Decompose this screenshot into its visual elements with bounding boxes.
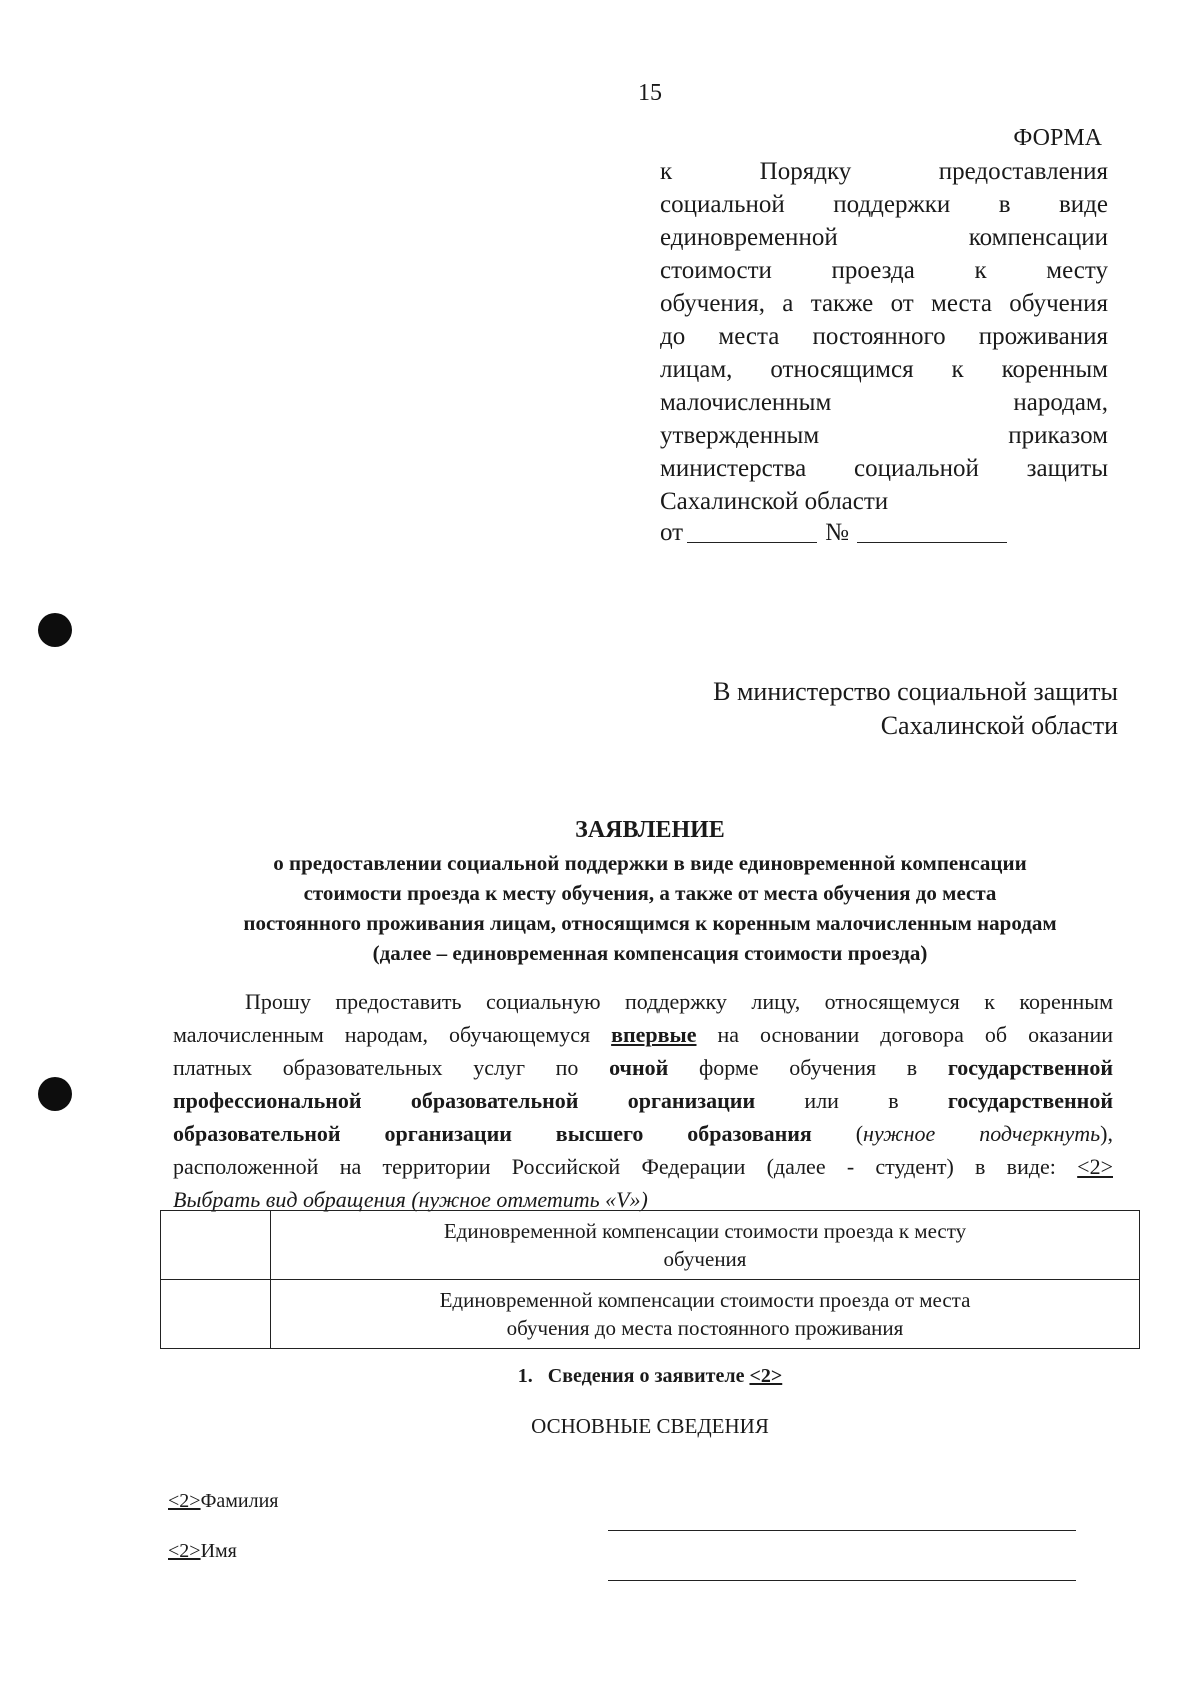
emphasis-first-time: впервые [611, 1022, 697, 1047]
subtitle-line: стоимости проезда к месту обучения, а также от места обучения до места [303, 881, 997, 905]
paragraph-line: образовательной организации высшего образования (нужное подчеркнуть), [173, 1121, 1113, 1146]
header-line: стоимости проезда к месту [660, 257, 1108, 284]
approval-date-line [660, 518, 1007, 547]
footnote-ref: <2> [1077, 1154, 1113, 1179]
header-line: Сахалинской области [660, 488, 889, 515]
option-label: Единовременной компенсации стоимости проезда к месту обучения [271, 1211, 1140, 1280]
header-line: социальной поддержки в виде [660, 191, 1108, 218]
option-label: Единовременной компенсации стоимости проезда от места обучения до места постоянного проживания [271, 1280, 1140, 1349]
section-heading: 1. Сведения о заявителе <2> [517, 1365, 783, 1387]
document-title: ЗАЯВЛЕНИЕ [575, 817, 725, 843]
option-checkbox-to-study[interactable] [161, 1211, 271, 1280]
paragraph-instruction: Выбрать вид обращения (нужное отметить «V») [173, 1187, 648, 1212]
header-line: утвержденным приказом [660, 422, 1108, 449]
name-field[interactable] [608, 1580, 1076, 1581]
subtitle-line: постоянного проживания лицам, относящимся к коренным малочисленным народам [243, 911, 1057, 935]
header-line: единовременной компенсации [660, 224, 1108, 251]
form-reference-block [660, 155, 1108, 518]
header-line: малочисленным народам, [660, 389, 1108, 416]
surname-field[interactable] [608, 1530, 1076, 1531]
paragraph-line: малочисленным народам, обучающемуся впервые на основании договора об оказании [173, 1022, 1113, 1047]
compensation-type-table [160, 1210, 1140, 1349]
section-subheading: ОСНОВНЫЕ СВЕДЕНИЯ [531, 1414, 769, 1438]
order-number-blank[interactable] [857, 518, 1007, 543]
paragraph-line: профессиональной образовательной организации или в государственной [173, 1088, 1113, 1113]
option-checkbox-from-study[interactable] [161, 1280, 271, 1349]
hole-punch-mark [38, 613, 72, 647]
name-label: <2>Имя [168, 1540, 237, 1562]
emphasis-full-time: очной [609, 1055, 669, 1080]
addressee-line: В министерство социальной защиты [713, 677, 1118, 706]
request-paragraph [173, 985, 1113, 1216]
hole-punch-mark [38, 1077, 72, 1111]
paragraph-line: Прошу предоставить социальную поддержку лицу, относящемуся к коренным [245, 989, 1113, 1014]
header-line: министерства социальной защиты [660, 455, 1108, 482]
form-label: ФОРМА [1013, 125, 1102, 151]
header-line: до места постоянного проживания [660, 323, 1108, 350]
date-blank[interactable] [687, 518, 817, 543]
addressee-line: Сахалинской области [880, 711, 1118, 740]
surname-label: <2>Фамилия [168, 1490, 279, 1512]
header-line: обучения, а также от места обучения [660, 290, 1108, 317]
document-subtitle [160, 848, 1140, 968]
subtitle-line: о предоставлении социальной поддержки в виде единовременной компенсации [273, 851, 1027, 875]
paragraph-line: расположенной на территории Российской Федерации (далее - студент) в виде: <2> [173, 1154, 1113, 1179]
date-prefix: от [660, 519, 684, 546]
addressee-block [713, 675, 1118, 743]
table-row [161, 1211, 1140, 1280]
page-number: 15 [638, 80, 662, 106]
header-line: к Порядку предоставления [660, 158, 1108, 185]
header-line: лицам, относящимся к коренным [660, 356, 1108, 383]
number-sign: № [825, 519, 849, 546]
subtitle-line: (далее – единовременная компенсация стоимости проезда) [372, 941, 928, 965]
paragraph-line: платных образовательных услуг по очной форме обучения в государственной [173, 1055, 1113, 1080]
table-row [161, 1280, 1140, 1349]
